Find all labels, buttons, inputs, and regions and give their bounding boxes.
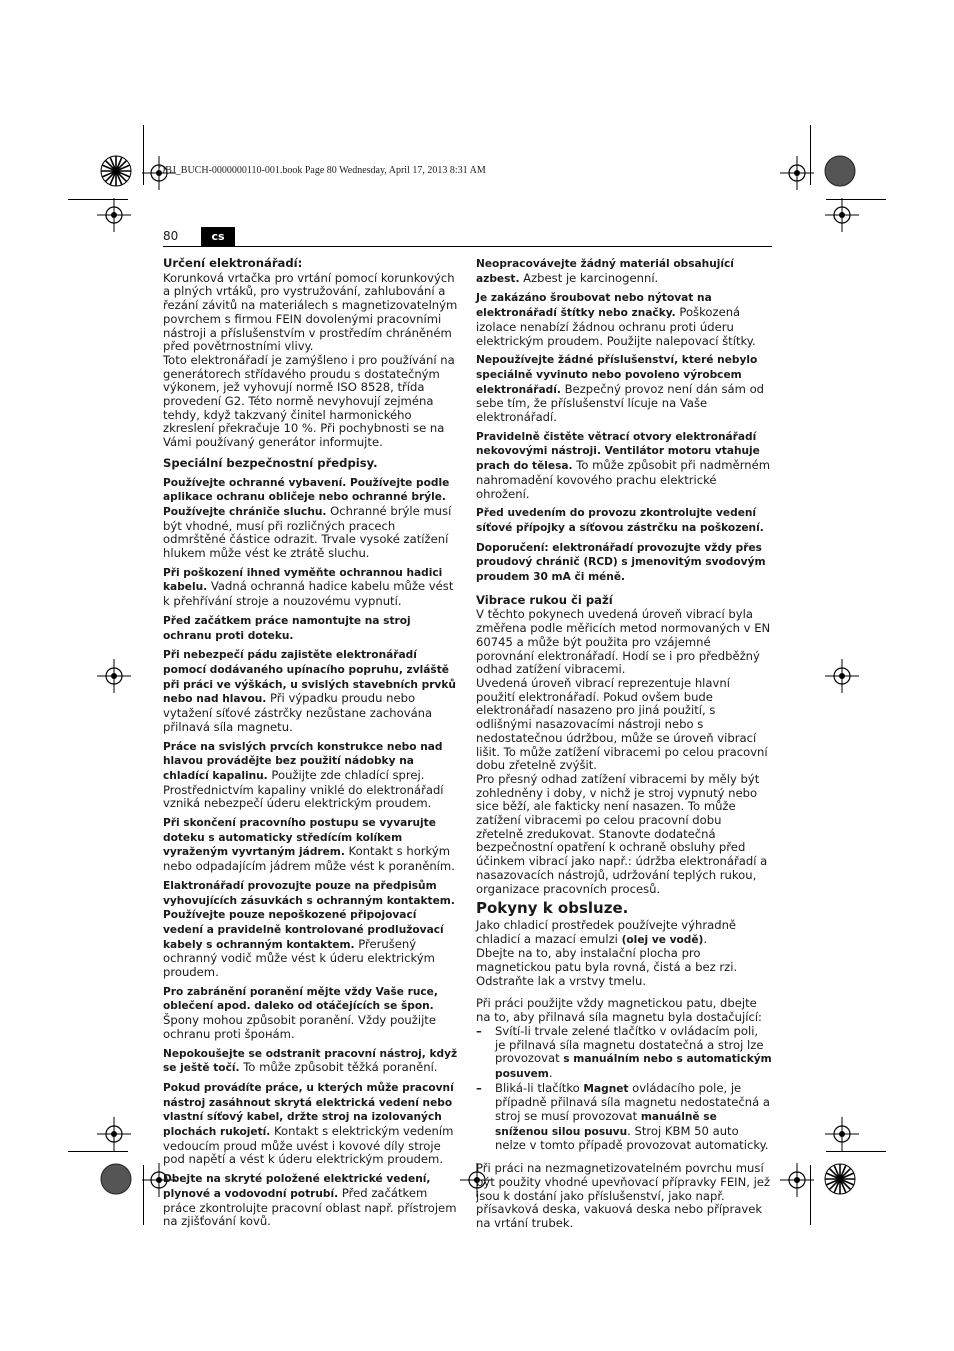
section-heading-operation: Pokyny k obsluze.: [476, 899, 629, 918]
paragraph: Při práci na nezmagnetizovatelném povrchu musí být použity vhodné upevňovací přípravky FEIN, jež jsou k dostání jako příslušenství, jako např. přísavková deska, vakuová deska nebo přípravek na vrtání trubek.: [476, 1161, 771, 1230]
section-heading-use: Určení elektronářadí:: [163, 256, 303, 270]
registration-mark-icon: [97, 198, 131, 232]
safety-paragraph: Při nebezpečí pádu zajistěte elektronářadí pomocí dodávaného upínacího popruhu, zvláště při práci ve výškách, u svislých stavebních prvků nebo nad hlavou. Při výpadku proudu nebo vytažení síťové zástrčky nezůstane zachována přilnavá síla magnetu.: [163, 649, 456, 734]
crop-mark: [826, 1151, 886, 1152]
paragraph: Dbejte na to, aby instalační plocha pro magnetickou patu byla rovná, čistá a bez rzi. Odstraňte lak a vrstvy tmelu.: [476, 946, 738, 988]
crop-mark: [68, 1151, 128, 1152]
safety-paragraph: Práce na svislých prvcích konstrukce nebo nad hlavou provádějte bez použití nádobky na chladící kapalinu. Použijte zde chladící sprej. Prostřednictvím kapaliny vniklé do elektronářadí vzniká nebezpečí úderu elektrickým proudem.: [163, 740, 444, 811]
safety-paragraph: Nepokoušejte se odstranit pracovní nástroj, když se ještě točí. To může způsobit těžká poranění.: [163, 1047, 458, 1075]
registration-mark-icon: [825, 198, 859, 232]
safety-paragraph: Pravidelně čistěte větrací otvory elektronářadí nekovovými nástroji. Ventilátor motoru vtahuje prach do tělesa. To může způsobit při nadměrném nahromadění kovového prachu elektrické ohrožení.: [476, 430, 771, 501]
safety-paragraph: Nepoužívejte žádné příslušenství, které nebylo speciálně vyvinuto nebo povoleno výrobcem elektronářadí. Bezpečný provoz není dán sám od sebe tím, že příslušenství lícuje na Vaše elektronářadí.: [476, 354, 765, 425]
paragraph: Pro přesný odhad zatížení vibracemi by měly být zohledněny i doby, v nichž je stroj vypnutý nebo sice běží, ale fakticky není nasazen. To může zatížení vibracemi po celou pracovní dobu zřetelně zredukovat. Stanovte dodatečná bezpečnostní opatření k ochraně obsluhy před účinkem vibrací jako např.: údržba elektronářadí a nasazovacích nástrojů, udržování teplých rukou, organizace pracovních procesů.: [476, 771, 768, 896]
list-item: – Bliká-li tlačítko Magnet ovládacího pole, je případně přilnavá síla magnetu nedostatečná a stroj se musí provozovat manuálně se sníženou silou posuvu. Stroj KBM 50 auto nelze v tomto případě provozovat automaticky.: [476, 1080, 771, 1153]
safety-paragraph: Při poškození ihned vyměňte ochrannou hadici kabelu. Vadná ochranná hadice kabelu může vést k přehřívání stroje a nouzovému vypnutí.: [163, 566, 454, 609]
list-item: – Svítí-li trvale zelené tlačítko v ovládacím poli, je přilnavá síla magnetu dostatečná a stroj lze provozovat s manuálním nebo s automatickým posuvem.: [476, 1023, 772, 1080]
safety-paragraph: Je zakázáno šroubovat nebo nýtovat na elektronářadí štítky nebo značky. Poškozená izolace nenabízí žádnou ochranu proti úderu elektrickým proudem. Použijte nalepovací štítky.: [476, 292, 756, 348]
safety-paragraph: Neopracovávejte žádný materiál obsahující azbest. Azbest je karcinogenní.: [476, 258, 734, 285]
star-target-icon: [824, 1163, 856, 1195]
paragraph: Toto elektronářadí je zamýšleno i pro používání na generátorech střídavého proudu s dostatečným výkonem, jež vyhovují normě ISO 8528, třída provedení G2. Této normě nevyhovují zejména tehdy, když takzvaný činitel harmonického zkreslení překračuje 10 %. Při pochybnosti se na Vámi používaný generátor informujte.: [163, 352, 455, 450]
page-number: 80: [163, 229, 179, 243]
right-column: [476, 257, 772, 1236]
safety-paragraph: Používejte ochranné vybavení. Používejte podle aplikace ochranu obličeje nebo ochranné brýle. Používejte chrániče sluchu. Ochranné brýle musí být vhodné, musí při rozličných pracech odmrštěné částice odrazit. Trvale vysoké zatížení hlukem může vést ke ztrátě sluchu.: [163, 476, 452, 561]
paragraph: Korunková vrtačka pro vrtání pomocí korunkových a plných vrtáků, pro vystružování, zahlubování a řezání závitů na materiálech s magnetizovatelným povrchem s firmou FEIN dovolenými pracovními nástroji a příslušenstvím v prostředím chráněném před povětrnostními vlivy.: [163, 270, 458, 354]
safety-paragraph: Doporučení: elektronářadí provozujte vždy přes proudový chránič (RCD) s jmenovitým svodovým proudem 30 mA či méně.: [476, 541, 766, 584]
paragraph: V těchto pokynech uvedená úroveň vibrací byla změřena podle měřicích metod normovaných v EN 60745 a může být použita pro vzájemné porovnání elektronářadí. Hodí se i pro předběžný odhad zatížení vibracemi.: [476, 607, 771, 677]
paragraph: Jako chladicí prostředek používejte výhradně chladicí a mazací emulzi (olej ve vodě).: [476, 917, 737, 946]
gray-target-icon: [100, 1163, 132, 1195]
registration-mark-icon: [780, 156, 814, 190]
registration-mark-icon: [780, 1163, 814, 1197]
print-file-info: OBJ_BUCH-0000000110-001.book Page 80 Wednesday, April 17, 2013 8:31 AM: [158, 165, 486, 176]
registration-mark-icon: [97, 1117, 131, 1151]
safety-paragraph: Elaktronářadí provozujte pouze na předpisům vyhovujících zásuvkách s ochranným kontaktem. Používejte pouze nepoškozené připojovací vedení a pravidelně kontrolované prodlužovací kabely s ochranným kontaktem. Přerušený ochranný vodič může vést k úderu elektrickým proudem.: [163, 879, 455, 980]
section-heading-vibration: Vibrace rukou či paží: [476, 592, 613, 607]
header-rule: [163, 246, 772, 247]
registration-mark-icon: [97, 659, 131, 693]
safety-paragraph: Dbejte na skryté položené elektrické vedení, plynové a vodovodní potrubí. Před začátkem práce zkontrolujte pracovní oblast např. přístrojem na zjišťování kovů.: [163, 1173, 457, 1229]
safety-paragraph: Před uvedením do provozu zkontrolujte vedení síťové přípojky a síťovou zástrčku na poškození.: [476, 507, 764, 534]
safety-paragraph: Pro zabránění poranění mějte vždy Vaše ruce, oblečení apod. daleko od otáčejících se špon. Špony mohou způsobit poranění. Vždy použijte ochranu proti špoнám.: [163, 985, 438, 1041]
safety-paragraph: Pokud provádíte práce, u kterých může pracovní nástroj zasáhnout skrytá elektrická vedení nebo vlastní síťový kabel, držte stroj na izolovaných plochách rukojetí. Kontakt s elektrickým vedením vedoucím proud může uvést i kovové díly stroje pod napětí a vést k úderu elektrickým proudem.: [163, 1081, 454, 1167]
star-target-icon: [100, 155, 132, 187]
paragraph: Uvedená úroveň vibrací reprezentuje hlavní použití elektronářadí. Pokud ovšem bude elektronářadí nasazeno pro jiná použití, s odlišnými nasazovacími nástroji nebo s nedostatečnou údržbou, může se úroveň vibrací lišit. To může zatížení vibracemi po celou pracovní dobu zřetelně zvýšit.: [476, 675, 768, 773]
gray-target-icon: [824, 155, 856, 187]
section-heading-safety: Speciální bezpečnostní předpisy.: [163, 455, 378, 470]
language-badge: cs: [201, 227, 235, 246]
safety-paragraph: Při skončení pracovního postupu se vyvarujte doteku s automaticky středícím kolíkem vyraženým vyvrtaným jádrem. Kontakt s horkým nebo odpadajícím jádrem může vést k poraněním.: [163, 817, 455, 874]
magnet-status-list: [476, 1025, 772, 1153]
safety-paragraph: Před začátkem práce namontujte na stroj ochranu proti doteku.: [163, 614, 411, 642]
registration-mark-icon: [825, 659, 859, 693]
paragraph: Při práci použijte vždy magnetickou patu, dbejte na to, aby přilnavá síla magnetu byla dostačující:: [476, 996, 762, 1025]
registration-mark-icon: [825, 1117, 859, 1151]
left-column: [163, 257, 459, 1234]
